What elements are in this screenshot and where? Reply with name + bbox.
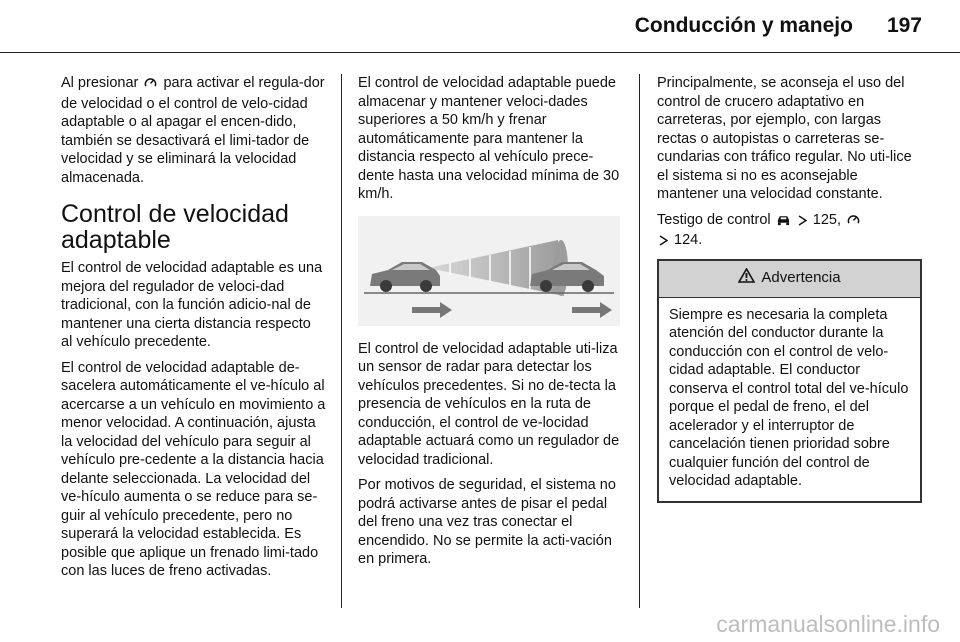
- section-heading: Control de velocidad adaptable: [61, 200, 289, 254]
- warning-triangle-icon: [738, 268, 755, 289]
- warning-text: Siempre es necesaria la completa atención del conductor durante la conducción con el control de velo-cidad adaptable. El conductor conserva el control total del ve-hículo porque el pedal de freno, el del acelerador y el interruptor de cancelación tienen prioridad sobre cualquier función del control de velocidad adaptable.: [669, 306, 909, 489]
- reference-arrow-icon: [659, 233, 668, 252]
- adaptive-cruise-illustration: [358, 216, 620, 326]
- cruise-control-icon: [847, 213, 860, 232]
- paragraph: El control de velocidad adaptable puede almacenar y mantener veloci-dades superiores a 50 km/h y frenar automáticamente para mantener la distancia respecto al vehículo prece-dente hasta una velocidad mínima de 30 km/h.: [358, 75, 620, 202]
- warning-title: Advertencia: [761, 269, 841, 287]
- column-divider-2: [639, 74, 640, 608]
- paragraph: Principalmente, se aconseja el uso del control de crucero adaptativo en carreteras, por ejemplo, con largas rectas o autopistas o carreteras se-cundarias con tráfico regular. No uti-lice el sistema si no es aconsejable mantener una velocidad constante.: [657, 75, 912, 202]
- column-1: [61, 74, 326, 588]
- column-2: [358, 74, 623, 576]
- paragraph: El control de velocidad adaptable es una mejora del regulador de veloci-dad tradicional, con la función adicio-nal de mantener una cierta distancia respecto al vehículo precedente.: [61, 260, 323, 350]
- paragraph: Por motivos de seguridad, el sistema no podrá activarse antes de pisar el pedal del freno una vez tras conectar el encendido. No se permite la acti-vación en primera.: [358, 477, 616, 567]
- chapter-title: Conducción y manejo: [634, 14, 853, 37]
- column-3: [657, 74, 922, 503]
- reference-arrow-icon: [798, 213, 807, 232]
- header-divider: [0, 52, 960, 53]
- warning-header: [659, 261, 920, 298]
- column-divider-1: [341, 74, 342, 608]
- paragraph: El control de velocidad adaptable uti-liza un sensor de radar para detectar los vehículos precedentes. Si no de-tecta la presencia de vehículos en la ruta de conducción, el control de ve-locidad adaptable actuará como un regulador de velocidad tradicional.: [358, 340, 620, 468]
- paragraph: El control de velocidad adaptable de-sacelera automáticamente el ve-hículo al acercarse a un vehículo en movimiento a menor velocidad. A continuación, ajusta la velocidad del vehículo para seguir al vehículo pre-cedente a la distancia hacia delante seleccionada. La velocidad del ve-hículo aumenta o se reduce para se-guir al vehículo precedente, pero no superará la velocidad establecida. Es posible que aplique un frenado limi-tado con las luces de freno activadas.: [61, 359, 326, 579]
- page-number: 197: [886, 14, 922, 37]
- intro-paragraph: Al presionar para activar el regula-dor de velocidad o el control de velo-cidad adaptable o al apagar el encen-dido, también se desactivará el limi-tador de velocidad y se eliminará la velocidad almacenada.: [61, 75, 325, 186]
- car-icon: [777, 213, 790, 232]
- control-indicator-reference: Testigo de control 125, 124.: [657, 211, 922, 252]
- warning-box: [657, 259, 922, 503]
- page-header: [635, 14, 922, 38]
- watermark: carmanualsonline.info: [716, 611, 940, 637]
- cruise-control-icon: [144, 76, 157, 95]
